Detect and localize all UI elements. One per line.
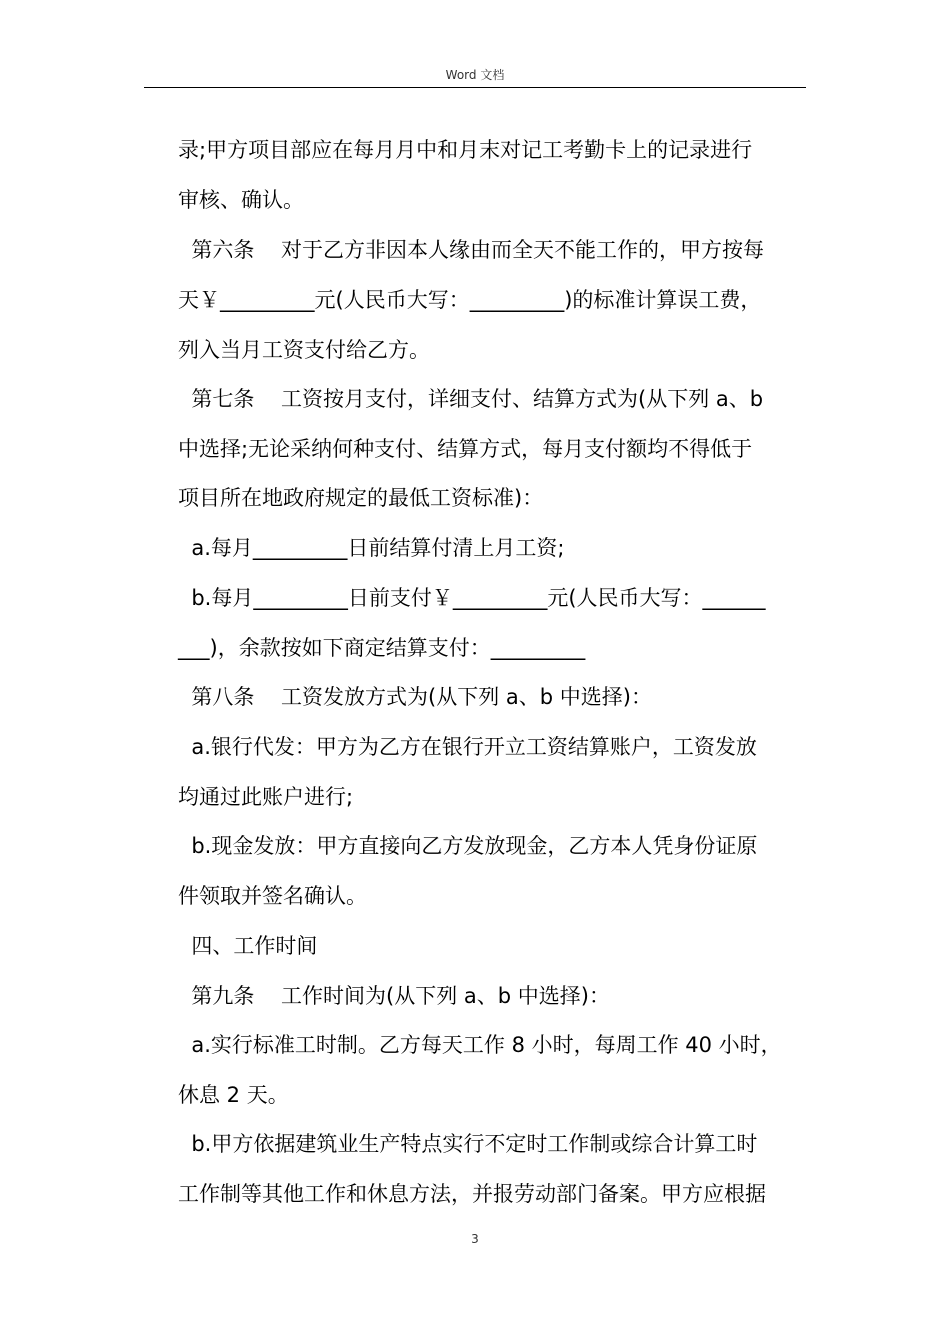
body-line: 中选择;无论采纳何种支付、结算方式，每月支付额均不得低于 (178, 437, 753, 461)
section-heading: 四、工作时间 (178, 934, 318, 958)
body-line: a.每月_________日前结算付清上月工资; (178, 536, 565, 560)
page-number: 3 (471, 1232, 479, 1246)
body-line: 第八条 工资发放方式为(从下列 a、b 中选择)： (178, 685, 652, 709)
body-line: 第七条 工资按月支付，详细支付、结算方式为(从下列 a、b (178, 387, 764, 411)
body-line: 第六条 对于乙方非因本人缘由而全天不能工作的，甲方按每 (178, 238, 765, 262)
body-line: 天￥_________元(人民币大写：_________)的标准计算误工费， (178, 288, 762, 312)
header-title: Word 文档 (445, 68, 505, 82)
body-line: 休息 2 天。 (178, 1083, 289, 1107)
header-divider (144, 87, 806, 88)
body-line: 列入当月工资支付给乙方。 (178, 338, 430, 362)
body-line: 项目所在地政府规定的最低工资标准)： (178, 486, 544, 510)
body-line: 均通过此账户进行; (178, 785, 354, 809)
body-line: a.实行标准工时制。乙方每天工作 8 小时，每周工作 40 小时， (178, 1033, 782, 1057)
body-line: 件领取并签名确认。 (178, 884, 367, 908)
body-line: 工作制等其他工作和休息方法，并报劳动部门备案。甲方应根据 (178, 1182, 766, 1206)
body-line: 录;甲方项目部应在每月月中和月末对记工考勤卡上的记录进行 (178, 138, 753, 162)
body-line: 审核、确认。 (178, 188, 304, 212)
body-line: b.每月_________日前支付￥_________元(人民币大写：______ (178, 586, 766, 610)
body-line: b.甲方依据建筑业生产特点实行不定时工作制或综合计算工时 (178, 1132, 758, 1156)
body-line: 第九条 工作时间为(从下列 a、b 中选择)： (178, 984, 610, 1008)
body-line: b.现金发放：甲方直接向乙方发放现金，乙方本人凭身份证原 (178, 834, 758, 858)
body-line: a.银行代发：甲方为乙方在银行开立工资结算账户，工资发放 (178, 735, 757, 759)
body-line: ___)，余款按如下商定结算支付：_________ (178, 636, 586, 660)
